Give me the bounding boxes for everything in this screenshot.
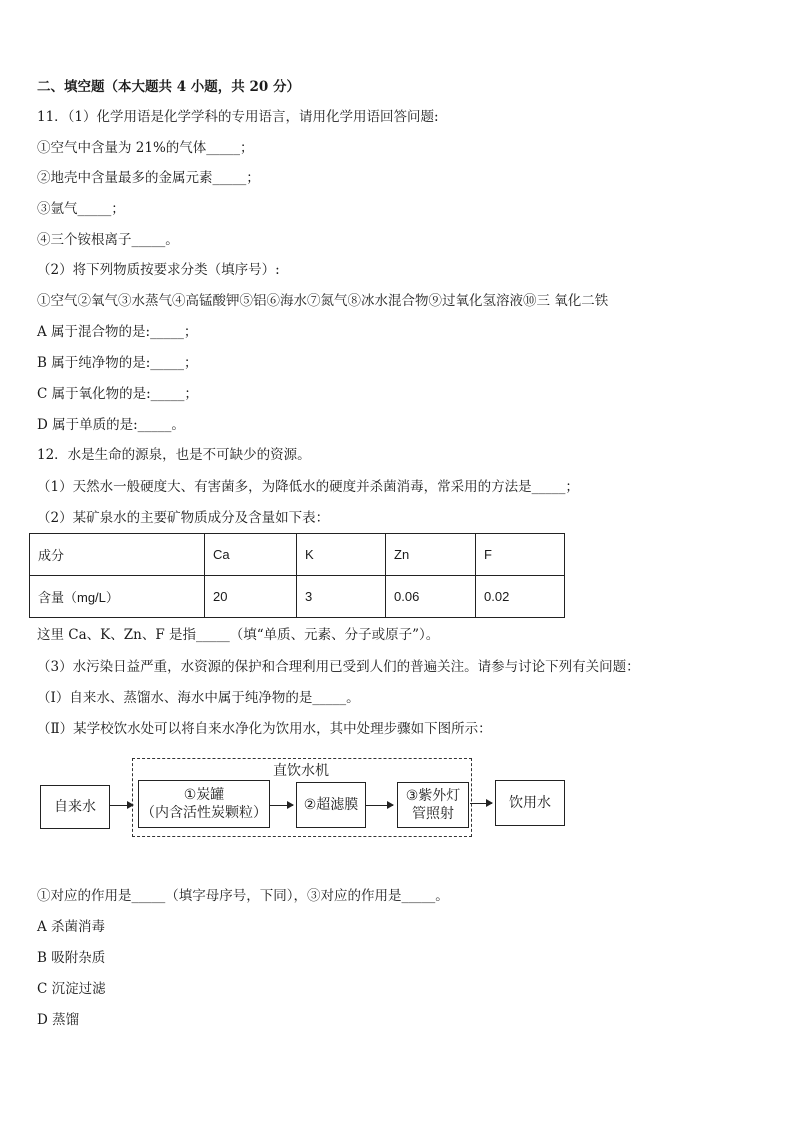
table-row <box>30 576 565 618</box>
option-b: B 吸附杂质 <box>37 950 106 966</box>
table-cell: 0.06 <box>386 576 476 618</box>
option-d: D 蒸馏 <box>37 1012 80 1028</box>
uv-lamp-note: 管照射 <box>412 806 454 822</box>
table-cell: Zn <box>386 534 476 576</box>
arrow-icon <box>269 805 293 806</box>
q11-classify-c: C 属于氧化物的是:_____； <box>37 386 198 402</box>
option-a: A 杀菌消毒 <box>37 919 106 935</box>
carbon-tank-note: （内含活性炭颗粒） <box>141 805 267 821</box>
q12-part2: （2）某矿泉水的主要矿物质成分及含量如下表： <box>37 510 330 526</box>
section-title: 二、填空题（本大题共 4 小题，共 20 分） <box>37 79 300 95</box>
option-c: C 沉淀过滤 <box>37 981 106 997</box>
arrow-icon <box>109 805 133 806</box>
q12-question: ①对应的作用是_____（填字母序号，下同），③对应的作用是_____。 <box>37 888 449 904</box>
q11-part2-intro: （2）将下列物质按要求分类（填序号）: <box>37 262 280 278</box>
question-11-intro: 11．（1）化学用语是化学学科的专用语言，请用化学用语回答问题: <box>37 109 439 125</box>
ultrafiltration-box: ②超滤膜 <box>296 782 366 828</box>
table-cell: 20 <box>205 576 297 618</box>
question-12-intro: 12．水是生命的源泉，也是不可缺少的资源。 <box>37 447 311 463</box>
q11-item-4: ④三个铵根离子_____。 <box>37 232 179 248</box>
q11-substances-list: ①空气②氧气③水蒸气④高锰酸钾⑤铝⑥海水⑦氮气⑧冰水混合物⑨过氧化氢溶液⑩三 氧化二铁 <box>37 293 609 309</box>
table-cell: K <box>297 534 386 576</box>
carbon-tank-box <box>138 780 270 828</box>
uv-lamp-box <box>397 782 469 828</box>
table-cell: 0.02 <box>476 576 565 618</box>
q12-sub2: （Ⅱ）某学校饮水处可以将自来水净化为饮用水，其中处理步骤如下图所示： <box>37 721 492 737</box>
q12-part3: （3）水污染日益严重，水资源的保护和合理利用已受到人们的普遍关注。请参与讨论下列有关问题： <box>37 659 640 675</box>
q11-classify-a: A 属于混合物的是:_____； <box>37 324 198 340</box>
uv-lamp-label: ③紫外灯 <box>405 788 461 804</box>
arrow-icon <box>365 805 393 806</box>
q11-item-1: ①空气中含量为 21%的气体_____； <box>37 140 254 156</box>
water-machine-label: 直饮水机 <box>273 763 329 779</box>
table-row <box>30 534 565 576</box>
tap-water-box: 自来水 <box>40 785 110 829</box>
table-cell: Ca <box>205 534 297 576</box>
table-cell: F <box>476 534 565 576</box>
q12-after-table: 这里 Ca、K、Zn、F 是指_____（填“单质、元素、分子或原子”）。 <box>37 627 440 643</box>
q11-classify-d: D 属于单质的是:_____。 <box>37 417 185 433</box>
q11-item-3: ③氩气_____； <box>37 201 125 217</box>
q12-sub1: （Ⅰ）自来水、蒸馏水、海水中属于纯净物的是_____。 <box>37 690 360 706</box>
arrow-icon <box>470 803 492 804</box>
mineral-table <box>29 533 565 618</box>
drinking-water-box: 饮用水 <box>495 780 565 826</box>
q11-item-2: ②地壳中含量最多的金属元素_____； <box>37 170 260 186</box>
table-cell: 3 <box>297 576 386 618</box>
table-cell: 含量（mg/L） <box>30 576 205 618</box>
table-cell: 成分 <box>30 534 205 576</box>
q11-classify-b: B 属于纯净物的是:_____； <box>37 355 198 371</box>
carbon-tank-label: ①炭罐 <box>183 787 225 803</box>
q12-part1: （1）天然水一般硬度大、有害菌多，为降低水的硬度并杀菌消毒，常采用的方法是_____； <box>37 479 579 495</box>
